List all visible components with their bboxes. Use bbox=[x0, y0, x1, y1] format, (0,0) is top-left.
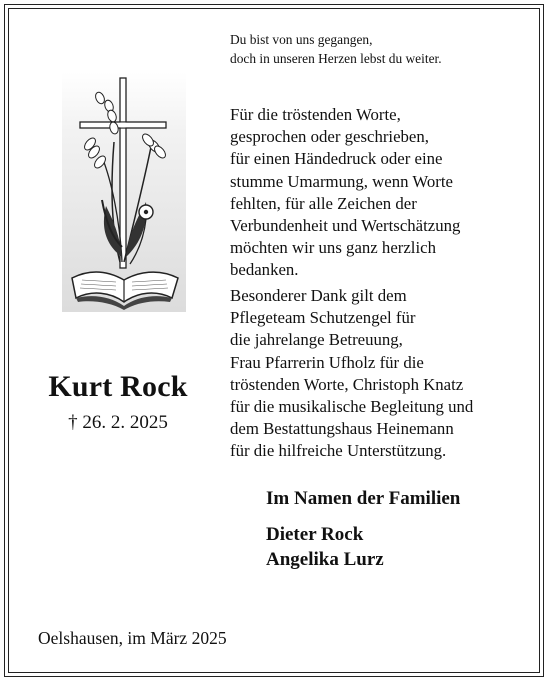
text-line: bedanken. bbox=[230, 260, 299, 280]
place-date: Oelshausen, im März 2025 bbox=[38, 628, 227, 648]
cross-wheat-flower-bible-icon bbox=[62, 72, 186, 312]
signature-names bbox=[266, 522, 536, 572]
deceased-name: Kurt Rock bbox=[48, 370, 188, 403]
text-line: für die hilfreiche Unterstützung. bbox=[230, 441, 447, 461]
text-line: dem Bestattungshaus Heinemann bbox=[230, 419, 454, 439]
thanks-paragraph-1 bbox=[230, 104, 530, 282]
motto-line: Du bist von uns gegangen, bbox=[230, 32, 373, 47]
thanks-paragraph-2 bbox=[230, 285, 530, 463]
text-line: für einen Händedruck oder eine bbox=[230, 149, 443, 169]
text-line: möchten wir uns ganz herzlich bbox=[230, 238, 436, 258]
motto bbox=[230, 30, 530, 68]
text-line: Pflegeteam Schutzengel für bbox=[230, 308, 416, 328]
text-line: stumme Umarmung, wenn Worte bbox=[230, 171, 453, 191]
signature-intro: Im Namen der Familien bbox=[266, 488, 461, 509]
death-date: † 26. 2. 2025 bbox=[68, 412, 168, 433]
text-line: fehlten, für alle Zeichen der bbox=[230, 193, 417, 213]
signature-name: Angelika Lurz bbox=[266, 549, 384, 570]
signature-name: Dieter Rock bbox=[266, 524, 364, 545]
text-line: für die musikalische Begleitung und bbox=[230, 397, 474, 417]
motto-line: doch in unseren Herzen lebst du weiter. bbox=[230, 51, 442, 66]
text-line: tröstenden Worte, Christoph Knatz bbox=[230, 374, 464, 394]
text-line: Verbundenheit und Wertschätzung bbox=[230, 216, 461, 236]
text-line: Frau Pfarrerin Ufholz für die bbox=[230, 352, 424, 372]
text-line: die jahrelange Betreuung, bbox=[230, 330, 403, 350]
text-line: gesprochen oder geschrieben, bbox=[230, 127, 429, 147]
text-line: Für die tröstenden Worte, bbox=[230, 105, 401, 124]
text-line: Besonderer Dank gilt dem bbox=[230, 286, 407, 305]
